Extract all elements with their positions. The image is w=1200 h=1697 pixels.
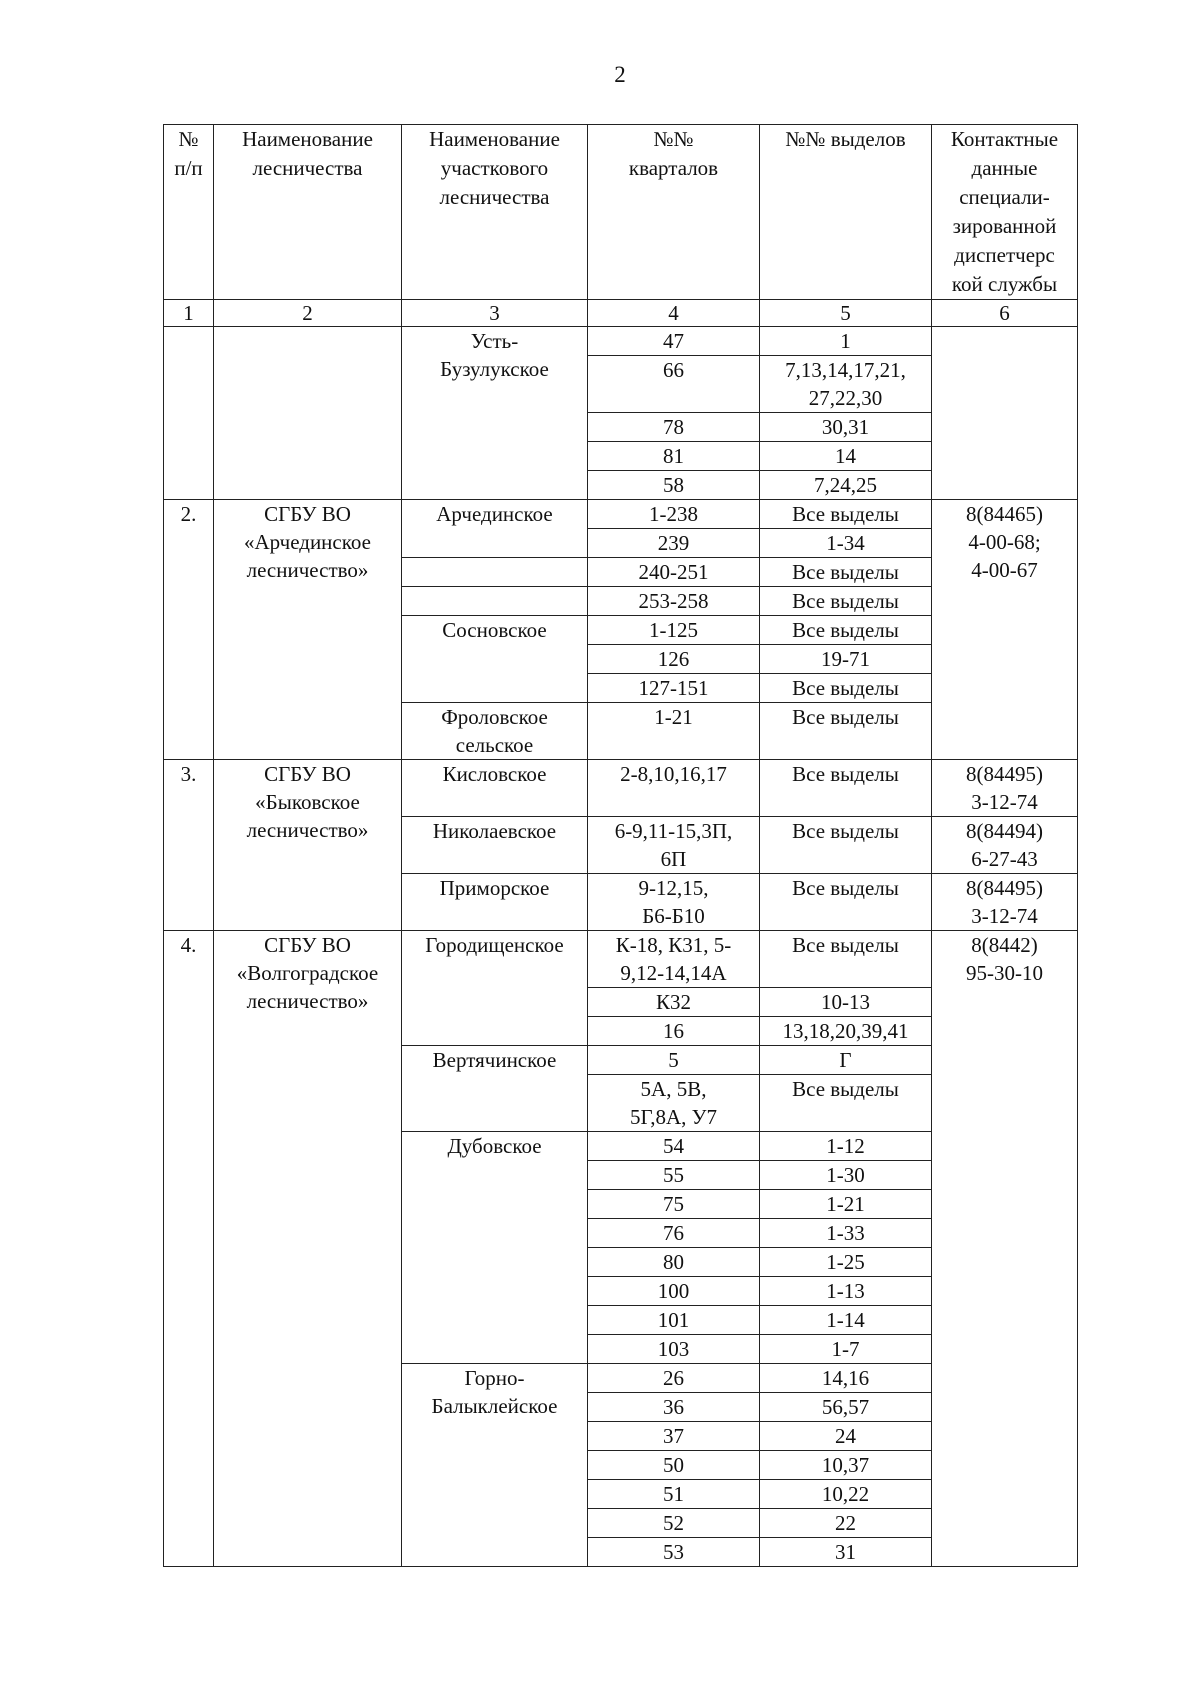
quarters-cell	[588, 645, 760, 674]
quarters-cell	[588, 1538, 760, 1567]
text-line: №№	[653, 127, 694, 151]
text-line: Контактные	[950, 127, 1059, 151]
allotments-cell	[760, 327, 932, 356]
header-col-quarters	[588, 125, 760, 300]
text-line: 1-13	[826, 1279, 865, 1303]
text-line: Все выделы	[792, 819, 899, 843]
text-line: специали-	[959, 185, 1050, 209]
text-line: 8(8442)	[971, 933, 1038, 957]
quarters-cell	[588, 1335, 760, 1364]
quarters-cell	[588, 356, 760, 413]
quarters-cell	[588, 1393, 760, 1422]
quarters-cell	[588, 874, 760, 931]
district-name	[402, 327, 588, 500]
text-line: 8(84465)	[966, 502, 1043, 526]
column-number-row	[164, 300, 1078, 327]
text-line: Бузулукское	[440, 357, 549, 381]
text-line: Наименование	[242, 127, 373, 151]
district-name	[402, 616, 588, 703]
quarters-cell	[588, 703, 760, 760]
contact-cell	[932, 874, 1078, 931]
quarters-cell	[588, 1248, 760, 1277]
text-line: 8(84495)	[966, 762, 1043, 786]
allotments-cell	[760, 703, 932, 760]
allotments-cell	[760, 471, 932, 500]
allotments-cell	[760, 1422, 932, 1451]
text-line: «Арчединское	[244, 530, 371, 554]
text-line: 1-14	[826, 1308, 865, 1332]
text-line: 80	[663, 1250, 684, 1274]
text-line: 2-8,10,16,17	[620, 762, 727, 786]
text-line: лесничества	[439, 185, 550, 209]
text-line: 103	[657, 1337, 690, 1361]
text-line: 1-7	[831, 1337, 860, 1361]
text-line: 126	[657, 647, 690, 671]
text-line: 54	[663, 1134, 684, 1158]
text-line: 7,13,14,17,21,	[785, 358, 906, 382]
text-line: 37	[663, 1424, 684, 1448]
text-line: Николаевское	[432, 819, 557, 843]
quarters-cell	[588, 760, 760, 817]
text-line: лесничество»	[246, 989, 369, 1013]
text-line: Горно-	[464, 1366, 525, 1390]
row-number: 2.	[164, 500, 214, 760]
text-line: Кисловское	[442, 762, 547, 786]
text-line: Фроловское	[441, 705, 548, 729]
allotments-cell	[760, 500, 932, 529]
quarters-cell	[588, 817, 760, 874]
allotments-cell	[760, 1277, 932, 1306]
allotments-cell	[760, 529, 932, 558]
forestry-name	[214, 327, 402, 500]
text-line: Г	[839, 1048, 852, 1072]
contact-cell	[932, 817, 1078, 874]
text-line: кой службы	[951, 272, 1058, 296]
text-line: Все выделы	[792, 589, 899, 613]
allotments-cell	[760, 1017, 932, 1046]
allotments-cell	[760, 1219, 932, 1248]
text-line: Все выделы	[792, 676, 899, 700]
page-number: 2	[614, 62, 626, 87]
contact-cell	[932, 327, 1078, 500]
contact-cell	[932, 931, 1078, 1567]
allotments-cell	[760, 616, 932, 645]
text-line: 10,22	[821, 1482, 870, 1506]
text-line: 36	[663, 1395, 684, 1419]
quarters-cell	[588, 1277, 760, 1306]
allotments-cell	[760, 1190, 932, 1219]
header-col-contacts	[932, 125, 1078, 300]
row-number: 4.	[164, 931, 214, 1567]
allotments-cell	[760, 1132, 932, 1161]
table-row	[164, 760, 1078, 817]
table-row	[164, 500, 1078, 529]
text-line: Арчединское	[436, 502, 553, 526]
district-name	[402, 817, 588, 874]
allotments-cell	[760, 674, 932, 703]
text-line: диспетчерс	[954, 243, 1055, 267]
column-number: 1	[164, 300, 214, 327]
quarters-cell	[588, 1017, 760, 1046]
text-line: 81	[663, 444, 684, 468]
allotments-cell	[760, 760, 932, 817]
text-line: 16	[663, 1019, 684, 1043]
text-line: 9,12-14,14А	[620, 961, 727, 985]
text-line: лесничества	[252, 156, 363, 180]
text-line: 8(84495)	[966, 876, 1043, 900]
allotments-cell	[760, 1509, 932, 1538]
text-line: 253-258	[638, 589, 709, 613]
text-line: 9-12,15,	[638, 876, 709, 900]
header-col-district	[402, 125, 588, 300]
header-row	[164, 125, 1078, 300]
text-line: Все выделы	[792, 502, 899, 526]
text-line: Наименование	[429, 127, 560, 151]
allotments-cell	[760, 931, 932, 988]
text-line: 7,24,25	[814, 473, 877, 497]
allotments-cell	[760, 1364, 932, 1393]
text-line: 5А, 5В,	[640, 1077, 707, 1101]
text-line: 51	[663, 1482, 684, 1506]
forestry-name	[214, 500, 402, 760]
quarters-cell	[588, 1306, 760, 1335]
column-number: 4	[588, 300, 760, 327]
text-line: 6П	[660, 847, 687, 871]
quarters-cell	[588, 1451, 760, 1480]
text-line: 1-125	[649, 618, 698, 642]
text-line: СГБУ ВО	[264, 762, 351, 786]
quarters-cell	[588, 1161, 760, 1190]
column-number: 3	[402, 300, 588, 327]
allotments-cell	[760, 558, 932, 587]
text-line: 13,18,20,39,41	[782, 1019, 909, 1043]
text-line: 1-33	[826, 1221, 865, 1245]
contact-cell	[932, 760, 1078, 817]
allotments-cell	[760, 1161, 932, 1190]
quarters-cell	[588, 1046, 760, 1075]
header-col-number	[164, 125, 214, 300]
text-line: 4-00-68;	[968, 530, 1041, 554]
forestry-table	[163, 124, 1078, 1567]
text-line: 1-34	[826, 531, 865, 555]
row-number	[164, 327, 214, 500]
text-line: участкового	[440, 156, 549, 180]
text-line: Дубовское	[447, 1134, 542, 1158]
text-line: зированной	[952, 214, 1057, 238]
quarters-cell	[588, 558, 760, 587]
text-line: 6-27-43	[971, 847, 1038, 871]
quarters-cell	[588, 1509, 760, 1538]
text-line: 4-00-67	[971, 558, 1038, 582]
text-line: Городищенское	[425, 933, 564, 957]
district-name	[402, 587, 588, 616]
text-line: Усть-	[470, 329, 519, 353]
text-line: Все выделы	[792, 705, 899, 729]
quarters-cell	[588, 1190, 760, 1219]
text-line: 22	[835, 1511, 856, 1535]
table-body	[164, 327, 1078, 1567]
table-row	[164, 327, 1078, 356]
quarters-cell	[588, 442, 760, 471]
header-col-forestry	[214, 125, 402, 300]
text-line: лесничество»	[246, 818, 369, 842]
text-line: 1-30	[826, 1163, 865, 1187]
district-name	[402, 931, 588, 1046]
quarters-cell	[588, 674, 760, 703]
text-line: СГБУ ВО	[264, 502, 351, 526]
allotments-cell	[760, 587, 932, 616]
allotments-cell	[760, 1538, 932, 1567]
text-line: №	[178, 127, 199, 151]
column-number: 5	[760, 300, 932, 327]
text-line: «Быковское	[255, 790, 360, 814]
quarters-cell	[588, 1422, 760, 1451]
text-line: 53	[663, 1540, 684, 1564]
text-line: Б6-Б10	[642, 904, 705, 928]
text-line: 27,22,30	[808, 386, 883, 410]
quarters-cell	[588, 616, 760, 645]
text-line: Все выделы	[792, 876, 899, 900]
quarters-cell	[588, 1075, 760, 1132]
district-name	[402, 760, 588, 817]
allotments-cell	[760, 413, 932, 442]
quarters-cell	[588, 587, 760, 616]
text-line: К32	[655, 990, 691, 1014]
column-number: 2	[214, 300, 402, 327]
district-name	[402, 874, 588, 931]
allotments-cell	[760, 874, 932, 931]
text-line: Балыклейское	[431, 1394, 558, 1418]
text-line: 3-12-74	[971, 790, 1038, 814]
allotments-cell	[760, 1306, 932, 1335]
text-line: 3-12-74	[971, 904, 1038, 928]
header-col-allotments	[760, 125, 932, 300]
text-line: 5Г,8А, У7	[629, 1105, 718, 1129]
text-line: лесничество»	[246, 558, 369, 582]
text-line: Все выделы	[792, 560, 899, 584]
text-line: кварталов	[628, 156, 719, 180]
allotments-cell	[760, 1248, 932, 1277]
quarters-cell	[588, 327, 760, 356]
quarters-cell	[588, 1480, 760, 1509]
text-line: 1-238	[649, 502, 698, 526]
text-line: 24	[835, 1424, 856, 1448]
text-line: 10,37	[821, 1453, 870, 1477]
text-line: 10-13	[821, 990, 870, 1014]
text-line: п/п	[174, 156, 203, 180]
text-line: 50	[663, 1453, 684, 1477]
text-line: СГБУ ВО	[264, 933, 351, 957]
quarters-cell	[588, 500, 760, 529]
text-line: 75	[663, 1192, 684, 1216]
forestry-name	[214, 760, 402, 931]
district-name	[402, 1364, 588, 1567]
text-line: 1-12	[826, 1134, 865, 1158]
quarters-cell	[588, 988, 760, 1017]
text-line: 1-21	[826, 1192, 865, 1216]
row-number: 3.	[164, 760, 214, 931]
text-line: 30,31	[821, 415, 870, 439]
text-line: сельское	[455, 733, 534, 757]
text-line: Все выделы	[792, 933, 899, 957]
text-line: 8(84494)	[966, 819, 1043, 843]
district-name	[402, 703, 588, 760]
text-line: №№ выделов	[785, 127, 906, 151]
quarters-cell	[588, 471, 760, 500]
text-line: 14,16	[821, 1366, 870, 1390]
text-line: К-18, К31, 5-	[615, 933, 732, 957]
text-line: 76	[663, 1221, 684, 1245]
allotments-cell	[760, 1335, 932, 1364]
allotments-cell	[760, 356, 932, 413]
text-line: 239	[657, 531, 690, 555]
allotments-cell	[760, 1046, 932, 1075]
allotments-cell	[760, 1451, 932, 1480]
text-line: 240-251	[638, 560, 709, 584]
quarters-cell	[588, 1132, 760, 1161]
text-line: Сосновское	[442, 618, 547, 642]
text-line: 5	[668, 1048, 679, 1072]
text-line: 1-25	[826, 1250, 865, 1274]
district-name	[402, 1132, 588, 1364]
allotments-cell	[760, 1393, 932, 1422]
quarters-cell	[588, 931, 760, 988]
text-line: «Волгоградское	[236, 961, 379, 985]
text-line: 127-151	[638, 676, 709, 700]
text-line: 31	[835, 1540, 856, 1564]
text-line: 1-21	[654, 705, 693, 729]
text-line: 56,57	[821, 1395, 870, 1419]
text-line: 55	[663, 1163, 684, 1187]
allotments-cell	[760, 988, 932, 1017]
district-name	[402, 558, 588, 587]
allotments-cell	[760, 1480, 932, 1509]
forestry-name	[214, 931, 402, 1567]
text-line: Все выделы	[792, 762, 899, 786]
text-line: 26	[663, 1366, 684, 1390]
text-line: 14	[835, 444, 856, 468]
table-row	[164, 931, 1078, 988]
text-line: 78	[663, 415, 684, 439]
quarters-cell	[588, 413, 760, 442]
allotments-cell	[760, 645, 932, 674]
text-line: Приморское	[439, 876, 550, 900]
quarters-cell	[588, 1219, 760, 1248]
text-line: 100	[657, 1279, 690, 1303]
allotments-cell	[760, 442, 932, 471]
allotments-cell	[760, 817, 932, 874]
text-line: 19-71	[821, 647, 870, 671]
text-line: Вертячинское	[432, 1048, 557, 1072]
district-name	[402, 1046, 588, 1132]
district-name	[402, 500, 588, 558]
text-line: 6-9,11-15,3П,	[614, 819, 733, 843]
text-line: 95-30-10	[966, 961, 1043, 985]
quarters-cell	[588, 1364, 760, 1393]
allotments-cell	[760, 1075, 932, 1132]
quarters-cell	[588, 529, 760, 558]
text-line: 47	[663, 329, 684, 353]
text-line: 66	[663, 358, 684, 382]
text-line: Все выделы	[792, 1077, 899, 1101]
text-line: данные	[971, 156, 1038, 180]
text-line: Все выделы	[792, 618, 899, 642]
text-line: 52	[663, 1511, 684, 1535]
text-line: 101	[657, 1308, 690, 1332]
contact-cell	[932, 500, 1078, 760]
text-line: 58	[663, 473, 684, 497]
text-line: 1	[840, 329, 851, 353]
column-number: 6	[932, 300, 1078, 327]
